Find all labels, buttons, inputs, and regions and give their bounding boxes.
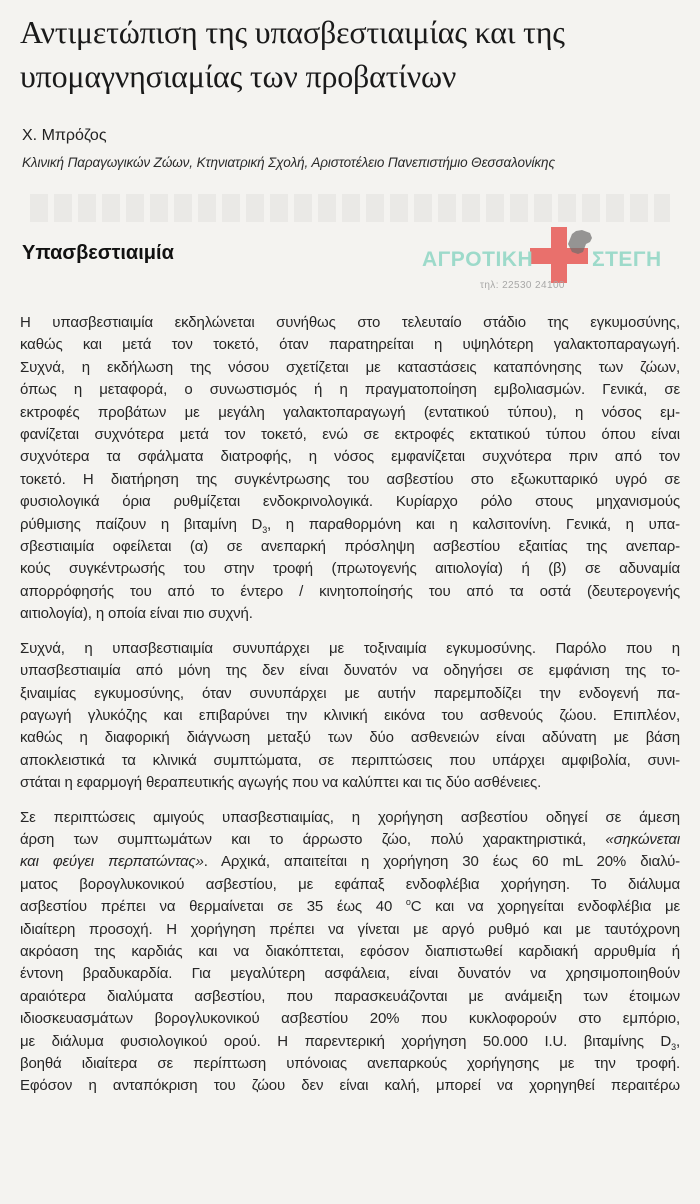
text-line	[20, 514, 680, 536]
text-line: τοκετό. Η διατήρηση της συγκέντρωσης του ασβεστίου στο εξωκυτταρικό υγρό σε	[20, 470, 680, 488]
text-line: Η υπασβεστιαιμία εκδηλώνεται συνήθως στο τελευταίο στάδιο της εγκυμοσύνης,	[20, 314, 680, 331]
text-line: εκτροφές προβάτων με μεγάλη γαλακτοπαραγωγή (εντατικού τύπου), η νόσος εμ-	[20, 403, 680, 421]
text-line	[20, 1031, 680, 1053]
text-fragment: με διάλυμα φυσιολογικού ορού. Η παρεντερική χορήγηση 50.000 I.U. βιταμίνης D	[20, 1032, 672, 1050]
text-line: ξιναιμίας εγκυμοσύνης, όταν συνυπάρχει με αυτήν παρεμποδίζει την ενδογενή πα-	[20, 684, 680, 702]
text-line: ματος βορογλυκονικού ασβεστίου, με εφάπαξ ενδοφλέβια χορήγηση. Το διάλυμα	[20, 875, 680, 893]
title-line: υπομαγνησιαμίας των προβατίνων	[20, 58, 457, 94]
paragraph	[20, 312, 680, 626]
paragraph	[20, 638, 680, 795]
text-line: φυσιολογικά όρια ρυθμίζεται ενδοκρινολογικά. Κυρίαρχο ρόλο στους μηχανισμούς	[20, 493, 680, 511]
text-line: Εφόσον η ανταπόκριση του ζώου δεν είναι καλή, μπορεί να χορηγηθεί περαιτέρω	[20, 1077, 680, 1095]
superscript: ο	[405, 897, 411, 908]
text-line: στάται η εφαρμογή θεραπευτικής αγωγής που να καλύπτει και τις δύο ασθένειες.	[20, 774, 542, 792]
text-line: αραιότερα διαλύματα ασβεστίου, που παρασκευάζονται με ανάμειξη των έτοιμων	[20, 987, 680, 1005]
text-fragment: ,	[675, 1032, 680, 1050]
section-heading: Υπασβεστιαιμία	[22, 242, 174, 264]
text-line: Συχνά, η υπασβεστιαιμία συνυπάρχει με τοξιναιμία εγκυμοσύνης. Παρόλο που η	[20, 639, 680, 657]
text-line: καθώς η διαφορική διάγνωση μεταξύ των δύο ασθενειών είναι αδύνατη με βάση	[20, 729, 680, 747]
text-line: συχνότερα τα σφάλματα διατροφής, η νόσος εμφανίζεται συχνότερα πριν από τον	[20, 448, 680, 466]
horse-head-icon	[568, 230, 592, 254]
text-line: σβεστιαιμία οφείλεται (α) σε ανεπαρκή πρόσληψη ασβεστίου εξαιτίας της ανεπαρ-	[20, 538, 680, 556]
title-line: Αντιμετώπιση της υπασβεστιαιμίας και της	[20, 14, 565, 50]
text-fragment: , η παραθορμόνη και η καλσιτονίνη. Γενικά, η υπα-	[267, 515, 680, 533]
logo-graphic	[420, 226, 665, 294]
text-line: ακρόαση της καρδιάς και να διακόπτεται, εφόσον διαπιστωθεί καρδιακή αρρυθμία ή	[20, 942, 680, 960]
text-line: ιδιαίτερη προσοχή. Η χορήγηση πρέπει να γίνεται με αργό ρυθμό και με ταυτόχρονη	[20, 920, 680, 938]
quoted-phrase: «σηκώνεται	[605, 830, 680, 848]
text-fragment: C και να χορηγείται ενδοφλέβια με	[410, 898, 680, 916]
subscript: 3	[262, 524, 268, 535]
text-line: φανίζεται συχνότερα μετά τον τοκετό, ενώ σε εκτροφές εκτατικού τύπου όπου είναι	[20, 426, 680, 444]
text-line: ιδιοσκευασμάτων βορογλυκονικού ασβεστίου 20% που κυκλοφορούν στο εμπόριο,	[20, 1010, 680, 1028]
text-line: αιτιολογία), η οποία είναι πιο συχνή.	[20, 605, 253, 623]
subscript: 3	[671, 1041, 676, 1052]
author-name: Χ. Μπρόζος	[22, 127, 107, 144]
text-line: Συχνά, η εκδήλωση της νόσου σχετίζεται με καταστάσεις καταπόνησης των ζώων,	[20, 358, 680, 376]
text-line: απορρόφησής του από το έντερο / κινητοποίησής του από τα οστά (δευτερογενής	[20, 582, 680, 600]
text-line: έντονη βραδυκαρδία. Για μεγαλύτερη ασφάλεια, είναι δυνατόν να χρησιμοποιηθούν	[20, 965, 680, 983]
quoted-phrase: και φεύγει περπατώντας»	[20, 853, 204, 871]
paragraph	[20, 807, 680, 1098]
article-body	[20, 312, 680, 1110]
watermark-logo	[420, 226, 665, 294]
text-fragment: άρση των συμπτωμάτων και το άρρωστο ζώο, πολύ χαρακτηριστικά,	[20, 830, 606, 848]
cross-vertical	[551, 227, 567, 283]
text-fragment: ρύθμισης παίζουν η βιταμίνη D	[20, 515, 263, 533]
logo-phone: τηλ: 22530 24100	[480, 280, 565, 291]
text-line: κούς συγκέντρωσής του στην τροφή (πρωτογενής αιτιολογία) ή (β) σε αδυναμία	[20, 560, 680, 578]
scan-bleed-through	[30, 194, 670, 222]
text-line	[20, 851, 680, 873]
text-line	[20, 896, 680, 918]
text-line: υπασβεστιαιμία από μόνη της δεν είναι δυνατόν να οδηγήσει σε εμφάνιση της το-	[20, 662, 680, 680]
logo-word-right: ΣΤΕΓΗ	[592, 248, 662, 271]
text-line: όπως η μεταφορά, ο συνωστισμός ή η πραγματοποίηση εμβολιασμών. Γενικά, σε	[20, 381, 680, 399]
text-fragment: ασβεστίου πρέπει να θερμαίνεται σε 35 έως 40	[20, 898, 406, 916]
text-line: καθώς και μετά τον τοκετό, όταν παρατηρείται η υψηλότερη γαλακτοπαραγωγή.	[20, 336, 680, 354]
text-line: Σε περιπτώσεις αμιγούς υπασβεστιαιμίας, η χορήγηση ασβεστίου οδηγεί σε άμεση	[20, 808, 680, 826]
text-line	[20, 829, 680, 851]
article-title	[20, 10, 660, 98]
text-line: αποκλειστικά τα κλινικά συμπτώματα, σε περιπτώσεις που υπάρχει αμφιβολία, συνι-	[20, 751, 680, 769]
logo-word-left: ΑΓΡΟΤΙΚΗ	[422, 248, 534, 271]
text-fragment: . Αρχικά, απαιτείται η χορήγηση 30 έως 60 mL 20% διαλύ-	[203, 853, 680, 871]
text-line: ραγωγή γλυκόζης και επιβαρύνει την κλινική εικόνα του ασθενούς ζώου. Επιπλέον,	[20, 706, 680, 724]
text-line: βοηθά ιδιαίτερα σε περίπτωση υπόνοιας ανεπαρκούς χορήγησης με την τροφή.	[20, 1055, 680, 1072]
author-affiliation: Κλινική Παραγωγικών Ζώων, Κτηνιατρική Σχολή, Αριστοτέλειο Πανεπιστήμιο Θεσσαλονίκης	[22, 155, 555, 170]
